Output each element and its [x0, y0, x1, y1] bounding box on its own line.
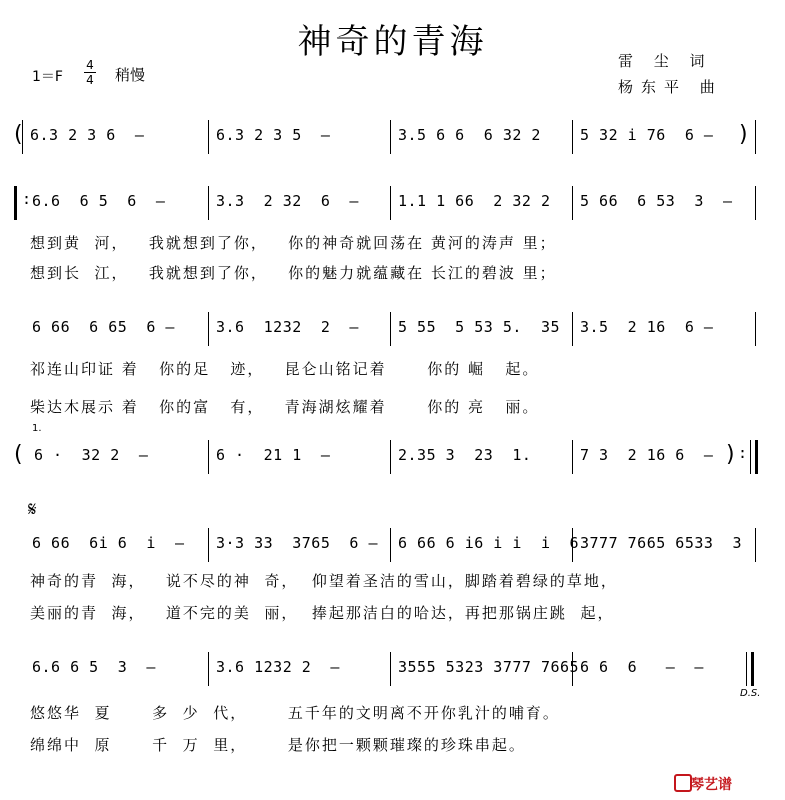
- composer-credit: 杨东平 曲: [618, 78, 723, 96]
- staff-row-3: [14, 312, 756, 348]
- barline: [755, 186, 756, 220]
- barline: [390, 652, 391, 686]
- barline: [572, 120, 573, 154]
- staff-row-5: [14, 528, 756, 564]
- measure: 2.35 3 23 1.: [398, 446, 532, 464]
- measure: 6.3 2 3 5 –: [216, 126, 331, 144]
- lyric-line: 想到黄 河， 我就想到了你， 你的神奇就回荡在 黄河的涛声 里；: [30, 234, 557, 252]
- final-barline: [751, 652, 754, 686]
- close-paren: ): [739, 122, 748, 147]
- lyric-line: 柴达木展示 着 你的富 有， 青海湖炫耀着 你的 亮 丽。: [30, 398, 540, 416]
- repeat-start-barline: [14, 186, 17, 220]
- measure: 3·3 33 3765 6 –: [216, 534, 379, 552]
- lyric-line: 悠悠华 夏 多 少 代， 五千年的文明离不开你乳汁的哺育。: [30, 704, 560, 722]
- open-paren: (: [14, 122, 23, 147]
- barline: [208, 120, 209, 154]
- measure: 6.6 6 5 6 –: [32, 192, 166, 210]
- barline: [390, 186, 391, 220]
- segno-mark: 𝄋: [28, 497, 37, 521]
- barline: [390, 528, 391, 562]
- lyric-line: 想到长 江， 我就想到了你， 你的魅力就蕴藏在 长江的碧波 里；: [30, 264, 557, 282]
- barline: [208, 186, 209, 220]
- measure: 3.6 1232 2 –: [216, 318, 359, 336]
- meter-bottom: 4: [84, 72, 96, 87]
- lyric-line: 美丽的青 海， 道不完的美 丽， 捧起那洁白的哈达，再把那锅庄跳 起，: [30, 604, 615, 622]
- lyric-line: 神奇的青 海， 说不尽的神 奇， 仰望着圣洁的雪山，脚踏着碧绿的草地，: [30, 572, 618, 590]
- time-signature: [84, 58, 96, 87]
- measure: 5 66 6 53 3 –: [580, 192, 733, 210]
- barline: [572, 312, 573, 346]
- measure: 1.1 1 66 2 32 2: [398, 192, 551, 210]
- barline: [208, 528, 209, 562]
- barline: [390, 440, 391, 474]
- measure: 3555 5323 3777 7665: [398, 658, 580, 676]
- staff-row-6: [14, 652, 756, 688]
- tempo-marking: 稍慢: [115, 66, 146, 84]
- measure: 6 66 6i 6 i –: [32, 534, 185, 552]
- measure: 6 · 32 2 –: [34, 446, 149, 464]
- barline: [755, 120, 756, 154]
- barline: [572, 652, 573, 686]
- barline: [755, 312, 756, 346]
- repeat-dots: :: [738, 444, 748, 462]
- measure: 6 66 6 i6 i i i 6: [398, 534, 580, 552]
- site-logo: 琴艺谱: [690, 777, 732, 793]
- lyric-line: 祁连山印证 着 你的足 迹， 昆仑山铭记着 你的 崛 起。: [30, 360, 540, 378]
- barline: [572, 440, 573, 474]
- measure: 3.5 2 16 6 –: [580, 318, 714, 336]
- measure: 3.5 6 6 6 32 2: [398, 126, 541, 144]
- measure: 6 6 6 – –: [580, 658, 704, 676]
- measure: 3.6 1232 2 –: [216, 658, 340, 676]
- ds-marking: D.S.: [740, 688, 761, 699]
- volta-marker: 1.: [32, 423, 42, 434]
- open-paren: (: [14, 442, 23, 467]
- barline: [572, 186, 573, 220]
- barline: [750, 440, 751, 474]
- staff-row-1: [14, 120, 756, 156]
- close-paren: ): [726, 442, 735, 467]
- barline: [755, 528, 756, 562]
- barline: [746, 652, 747, 686]
- barline: [390, 120, 391, 154]
- measure: 3.3 2 32 6 –: [216, 192, 359, 210]
- barline: [208, 440, 209, 474]
- key-signature: 1＝F: [32, 69, 63, 85]
- measure: 6.3 2 3 6 –: [30, 126, 145, 144]
- lyric-line: 绵绵中 原 千 万 里， 是你把一颗颗璀璨的珍珠串起。: [30, 736, 526, 754]
- song-title: 神奇的青海: [297, 22, 488, 62]
- barline: [22, 120, 23, 154]
- staff-row-2: [14, 186, 756, 222]
- measure: 6 · 21 1 –: [216, 446, 331, 464]
- barline: [572, 528, 573, 562]
- measure: 6 66 6 65 6 –: [32, 318, 175, 336]
- barline: [208, 312, 209, 346]
- measure: 3777 7665 6533 3: [580, 534, 743, 552]
- barline: [208, 652, 209, 686]
- repeat-dots: :: [22, 190, 32, 208]
- measure: 6.6 6 5 3 –: [32, 658, 156, 676]
- staff-row-4: [14, 440, 756, 476]
- measure: 5 55 5 53 5. 35: [398, 318, 561, 336]
- meter-top: 4: [86, 58, 94, 72]
- lyricist-credit: 雷 尘 词: [618, 52, 713, 70]
- measure: 7 3 2 16 6 –: [580, 446, 714, 464]
- measure: 5 32 i 76 6 –: [580, 126, 714, 144]
- repeat-end-barline: [755, 440, 758, 474]
- barline: [390, 312, 391, 346]
